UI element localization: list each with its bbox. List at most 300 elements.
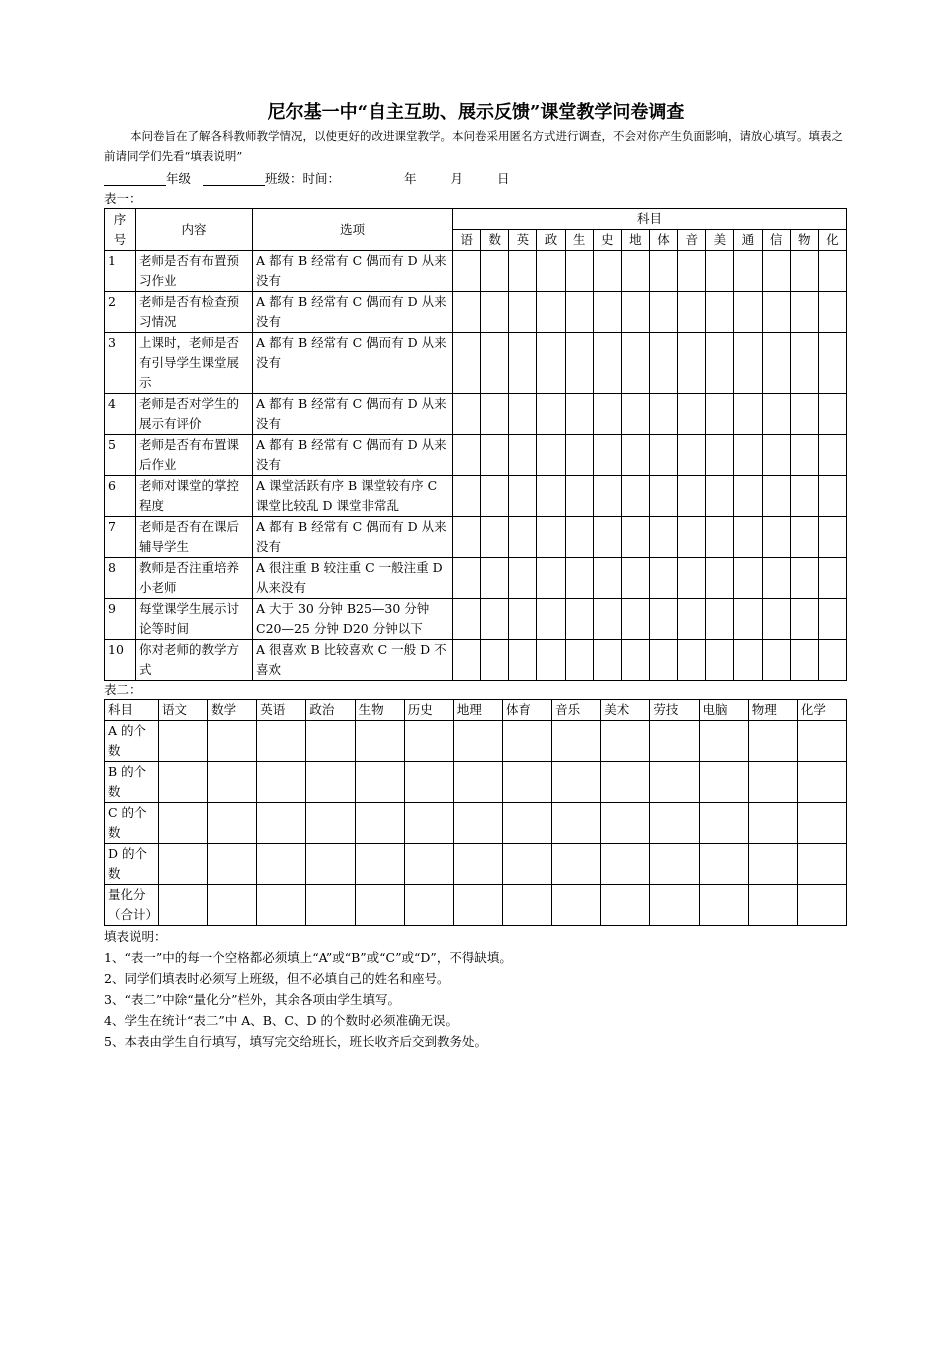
answer-cell[interactable] — [678, 640, 706, 681]
answer-cell[interactable] — [453, 292, 481, 333]
count-cell[interactable] — [650, 762, 699, 803]
cell-no: 10 — [105, 640, 136, 681]
count-cell[interactable] — [650, 803, 699, 844]
count-cell[interactable] — [502, 885, 551, 926]
answer-cell[interactable] — [762, 333, 790, 394]
month-label: 月 — [450, 171, 463, 186]
subject-header: 信 — [762, 230, 790, 251]
answer-cell[interactable] — [706, 292, 734, 333]
answer-cell[interactable] — [453, 476, 481, 517]
table-row — [105, 558, 847, 599]
cell-content: 你对老师的教学方式 — [136, 640, 253, 681]
subject-header: 语文 — [159, 700, 208, 721]
answer-cell[interactable] — [621, 476, 649, 517]
day-label: 日 — [496, 171, 510, 186]
answer-cell[interactable] — [565, 640, 593, 681]
answer-cell[interactable] — [762, 292, 790, 333]
row-label: 量化分（合计） — [105, 885, 159, 926]
count-cell[interactable] — [699, 844, 748, 885]
instruction-item: 1、“表一”中的每一个空格都必须填上“A”或“B”或“C”或“D”，不得缺填。 — [104, 950, 512, 965]
count-cell[interactable] — [748, 803, 797, 844]
instructions-heading: 填表说明： — [104, 929, 167, 944]
count-cell[interactable] — [208, 721, 257, 762]
cell-no: 7 — [105, 517, 136, 558]
answer-cell[interactable] — [818, 292, 846, 333]
answer-cell[interactable] — [621, 640, 649, 681]
instruction-item: 2、同学们填表时必须写上班级，但不必填自己的姓名和座号。 — [104, 971, 450, 986]
header-no: 序号 — [105, 209, 136, 251]
count-cell[interactable] — [502, 803, 551, 844]
answer-cell[interactable] — [818, 476, 846, 517]
survey-table — [104, 208, 847, 681]
count-cell[interactable] — [257, 885, 306, 926]
row-label: D 的个数 — [105, 844, 159, 885]
answer-cell[interactable] — [509, 558, 537, 599]
answer-cell[interactable] — [621, 558, 649, 599]
answer-cell[interactable] — [537, 640, 565, 681]
cell-no: 5 — [105, 435, 136, 476]
cell-no: 1 — [105, 251, 136, 292]
table-row — [105, 844, 847, 885]
count-cell[interactable] — [502, 721, 551, 762]
answer-cell[interactable] — [762, 599, 790, 640]
answer-cell[interactable] — [790, 558, 818, 599]
intro-text: 本问卷旨在了解各科教师教学情况，以使更好的改进课堂教学。本问卷采用匿名方式进行调查，不会对你产生负面影响，请放心填写。填表之前请同学们先看“填表说明” — [104, 129, 843, 163]
cell-no: 6 — [105, 476, 136, 517]
answer-cell[interactable] — [621, 251, 649, 292]
count-cell[interactable] — [404, 721, 453, 762]
cell-no: 3 — [105, 333, 136, 394]
answer-cell[interactable] — [818, 517, 846, 558]
answer-cell[interactable] — [565, 292, 593, 333]
subject-header: 物 — [790, 230, 818, 251]
answer-cell[interactable] — [593, 292, 621, 333]
subject-header: 地理 — [453, 700, 502, 721]
count-cell[interactable] — [453, 762, 502, 803]
answer-cell[interactable] — [818, 435, 846, 476]
answer-cell[interactable] — [537, 558, 565, 599]
cell-options: A 都有 B 经常有 C 偶而有 D 从来没有 — [253, 251, 453, 292]
count-cell[interactable] — [257, 844, 306, 885]
answer-cell[interactable] — [678, 599, 706, 640]
answer-cell[interactable] — [649, 333, 677, 394]
table-row — [105, 721, 847, 762]
answer-cell[interactable] — [537, 517, 565, 558]
answer-cell[interactable] — [509, 640, 537, 681]
cell-content: 老师是否对学生的展示有评价 — [136, 394, 253, 435]
subject-header: 历史 — [404, 700, 453, 721]
answer-cell[interactable] — [678, 394, 706, 435]
answer-cell[interactable] — [509, 476, 537, 517]
subject-header: 政 — [537, 230, 565, 251]
subject-header: 英 — [509, 230, 537, 251]
count-cell[interactable] — [699, 721, 748, 762]
answer-cell[interactable] — [706, 476, 734, 517]
count-cell[interactable] — [797, 762, 846, 803]
answer-cell[interactable] — [706, 435, 734, 476]
answer-cell[interactable] — [481, 476, 509, 517]
answer-cell[interactable] — [481, 599, 509, 640]
count-cell[interactable] — [159, 844, 208, 885]
cell-content: 上课时，老师是否有引导学生课堂展示 — [136, 333, 253, 394]
answer-cell[interactable] — [762, 476, 790, 517]
table-row — [105, 803, 847, 844]
cell-no: 2 — [105, 292, 136, 333]
answer-cell[interactable] — [593, 394, 621, 435]
answer-cell[interactable] — [481, 394, 509, 435]
cell-options: A 很注重 B 较注重 C 一般注重 D 从来没有 — [253, 558, 453, 599]
subject-header: 地 — [621, 230, 649, 251]
answer-cell[interactable] — [453, 251, 481, 292]
cell-content: 老师是否有在课后辅导学生 — [136, 517, 253, 558]
grade-blank[interactable] — [104, 171, 166, 186]
count-cell[interactable] — [552, 803, 601, 844]
subject-header: 史 — [593, 230, 621, 251]
answer-cell[interactable] — [790, 599, 818, 640]
cell-options: A 都有 B 经常有 C 偶而有 D 从来没有 — [253, 394, 453, 435]
count-cell[interactable] — [257, 762, 306, 803]
count-cell[interactable] — [552, 721, 601, 762]
count-cell[interactable] — [650, 844, 699, 885]
subject-header: 语 — [453, 230, 481, 251]
answer-cell[interactable] — [593, 640, 621, 681]
table-row — [105, 885, 847, 926]
answer-cell[interactable] — [678, 251, 706, 292]
count-cell[interactable] — [748, 844, 797, 885]
tally-table — [104, 699, 847, 926]
answer-cell[interactable] — [818, 640, 846, 681]
count-cell[interactable] — [257, 721, 306, 762]
count-cell[interactable] — [355, 803, 404, 844]
header-subjects: 科目 — [453, 209, 847, 230]
cell-options: A 都有 B 经常有 C 偶而有 D 从来没有 — [253, 333, 453, 394]
subject-header: 美术 — [601, 700, 650, 721]
count-cell[interactable] — [453, 844, 502, 885]
count-cell[interactable] — [601, 844, 650, 885]
count-cell[interactable] — [748, 885, 797, 926]
answer-cell[interactable] — [706, 599, 734, 640]
count-cell[interactable] — [699, 803, 748, 844]
count-cell[interactable] — [650, 721, 699, 762]
answer-cell[interactable] — [734, 558, 762, 599]
class-time-label: 班级：时间： — [264, 171, 340, 186]
answer-cell[interactable] — [509, 435, 537, 476]
cell-options: A 都有 B 经常有 C 偶而有 D 从来没有 — [253, 517, 453, 558]
table2-label: 表二： — [104, 682, 142, 697]
answer-cell[interactable] — [678, 517, 706, 558]
table-row — [105, 517, 847, 558]
subject-header: 劳技 — [650, 700, 699, 721]
count-cell[interactable] — [453, 885, 502, 926]
class-blank[interactable] — [203, 171, 265, 186]
answer-cell[interactable] — [593, 435, 621, 476]
answer-cell[interactable] — [649, 476, 677, 517]
cell-content: 老师是否有布置预习作业 — [136, 251, 253, 292]
answer-cell[interactable] — [790, 251, 818, 292]
answer-cell[interactable] — [762, 435, 790, 476]
subject-header: 音 — [678, 230, 706, 251]
page-title: 尼尔基一中“自主互助、展示反馈”课堂教学问卷调查 — [267, 102, 685, 123]
cell-content: 老师是否有检查预习情况 — [136, 292, 253, 333]
answer-cell[interactable] — [790, 517, 818, 558]
table-row — [105, 292, 847, 333]
answer-cell[interactable] — [621, 435, 649, 476]
answer-cell[interactable] — [706, 640, 734, 681]
answer-cell[interactable] — [649, 292, 677, 333]
count-cell[interactable] — [453, 803, 502, 844]
answer-cell[interactable] — [453, 435, 481, 476]
document-page — [104, 100, 848, 1052]
answer-cell[interactable] — [537, 435, 565, 476]
answer-cell[interactable] — [453, 394, 481, 435]
subject-header: 音乐 — [552, 700, 601, 721]
count-cell[interactable] — [797, 803, 846, 844]
answer-cell[interactable] — [593, 333, 621, 394]
subject-header: 体育 — [502, 700, 551, 721]
count-cell[interactable] — [748, 762, 797, 803]
answer-cell[interactable] — [734, 435, 762, 476]
table-row — [105, 394, 847, 435]
count-cell[interactable] — [159, 762, 208, 803]
answer-cell[interactable] — [453, 517, 481, 558]
answer-cell[interactable] — [706, 251, 734, 292]
count-cell[interactable] — [404, 803, 453, 844]
answer-cell[interactable] — [453, 640, 481, 681]
answer-cell[interactable] — [762, 394, 790, 435]
answer-cell[interactable] — [762, 640, 790, 681]
answer-cell[interactable] — [649, 517, 677, 558]
count-cell[interactable] — [502, 762, 551, 803]
answer-cell[interactable] — [762, 251, 790, 292]
answer-cell[interactable] — [678, 333, 706, 394]
count-cell[interactable] — [355, 721, 404, 762]
answer-cell[interactable] — [593, 476, 621, 517]
count-cell[interactable] — [797, 721, 846, 762]
answer-cell[interactable] — [621, 394, 649, 435]
answer-cell[interactable] — [734, 251, 762, 292]
answer-cell[interactable] — [818, 599, 846, 640]
answer-cell[interactable] — [790, 333, 818, 394]
instructions — [104, 926, 848, 1052]
count-cell[interactable] — [404, 762, 453, 803]
answer-cell[interactable] — [565, 333, 593, 394]
table-row — [105, 599, 847, 640]
count-cell[interactable] — [552, 885, 601, 926]
count-cell[interactable] — [699, 762, 748, 803]
answer-cell[interactable] — [678, 476, 706, 517]
answer-cell[interactable] — [481, 517, 509, 558]
cell-content: 每堂课学生展示讨论等时间 — [136, 599, 253, 640]
count-cell[interactable] — [306, 721, 355, 762]
answer-cell[interactable] — [818, 558, 846, 599]
answer-cell[interactable] — [706, 333, 734, 394]
answer-cell[interactable] — [565, 476, 593, 517]
answer-cell[interactable] — [734, 476, 762, 517]
count-cell[interactable] — [601, 762, 650, 803]
answer-cell[interactable] — [734, 599, 762, 640]
answer-cell[interactable] — [790, 394, 818, 435]
answer-cell[interactable] — [537, 333, 565, 394]
count-cell[interactable] — [404, 844, 453, 885]
answer-cell[interactable] — [509, 517, 537, 558]
answer-cell[interactable] — [565, 251, 593, 292]
info-line — [104, 168, 848, 190]
subject-header: 化学 — [797, 700, 846, 721]
answer-cell[interactable] — [509, 292, 537, 333]
answer-cell[interactable] — [678, 558, 706, 599]
answer-cell[interactable] — [790, 435, 818, 476]
answer-cell[interactable] — [678, 292, 706, 333]
count-cell[interactable] — [552, 844, 601, 885]
answer-cell[interactable] — [734, 394, 762, 435]
answer-cell[interactable] — [565, 517, 593, 558]
answer-cell[interactable] — [537, 292, 565, 333]
answer-cell[interactable] — [734, 517, 762, 558]
answer-cell[interactable] — [537, 394, 565, 435]
answer-cell[interactable] — [453, 599, 481, 640]
answer-cell[interactable] — [481, 640, 509, 681]
count-cell[interactable] — [601, 885, 650, 926]
count-cell[interactable] — [797, 844, 846, 885]
answer-cell[interactable] — [509, 394, 537, 435]
answer-cell[interactable] — [678, 435, 706, 476]
answer-cell[interactable] — [649, 435, 677, 476]
answer-cell[interactable] — [537, 251, 565, 292]
count-cell[interactable] — [355, 885, 404, 926]
count-cell[interactable] — [159, 721, 208, 762]
grade-label: 年级 — [166, 171, 192, 186]
answer-cell[interactable] — [593, 517, 621, 558]
answer-cell[interactable] — [649, 640, 677, 681]
count-cell[interactable] — [502, 844, 551, 885]
subject-header: 生 — [565, 230, 593, 251]
answer-cell[interactable] — [790, 292, 818, 333]
answer-cell[interactable] — [818, 333, 846, 394]
count-cell[interactable] — [159, 885, 208, 926]
header-content: 内容 — [136, 209, 253, 251]
instruction-item: 4、学生在统计“表二”中 A、B、C、D 的个数时必须准确无误。 — [104, 1013, 458, 1028]
count-cell[interactable] — [650, 885, 699, 926]
subject-header: 物理 — [748, 700, 797, 721]
answer-cell[interactable] — [565, 394, 593, 435]
answer-cell[interactable] — [621, 292, 649, 333]
count-cell[interactable] — [306, 885, 355, 926]
count-cell[interactable] — [257, 803, 306, 844]
count-cell[interactable] — [159, 803, 208, 844]
answer-cell[interactable] — [621, 517, 649, 558]
count-cell[interactable] — [208, 803, 257, 844]
answer-cell[interactable] — [790, 476, 818, 517]
count-cell[interactable] — [306, 803, 355, 844]
answer-cell[interactable] — [481, 333, 509, 394]
table-row — [105, 333, 847, 394]
answer-cell[interactable] — [649, 558, 677, 599]
subject-header: 化 — [818, 230, 846, 251]
answer-cell[interactable] — [565, 599, 593, 640]
count-cell[interactable] — [797, 885, 846, 926]
count-cell[interactable] — [208, 762, 257, 803]
answer-cell[interactable] — [565, 435, 593, 476]
answer-cell[interactable] — [706, 558, 734, 599]
cell-options: A 大于 30 分钟 B25—30 分钟 C20—25 分钟 D20 分钟以下 — [253, 599, 453, 640]
answer-cell[interactable] — [762, 517, 790, 558]
instruction-item: 3、“表二”中除“量化分”栏外，其余各项由学生填写。 — [104, 992, 401, 1007]
answer-cell[interactable] — [621, 333, 649, 394]
answer-cell[interactable] — [734, 333, 762, 394]
answer-cell[interactable] — [593, 251, 621, 292]
cell-options: A 很喜欢 B 比较喜欢 C 一般 D 不喜欢 — [253, 640, 453, 681]
count-cell[interactable] — [748, 721, 797, 762]
year-label: 年 — [403, 171, 417, 186]
table-row — [105, 435, 847, 476]
count-cell[interactable] — [601, 803, 650, 844]
count-cell[interactable] — [552, 762, 601, 803]
answer-cell[interactable] — [621, 599, 649, 640]
answer-cell[interactable] — [649, 251, 677, 292]
subject-header: 英语 — [257, 700, 306, 721]
count-cell[interactable] — [453, 721, 502, 762]
answer-cell[interactable] — [706, 394, 734, 435]
cell-content: 教师是否注重培养小老师 — [136, 558, 253, 599]
answer-cell[interactable] — [509, 251, 537, 292]
answer-cell[interactable] — [649, 599, 677, 640]
cell-no: 4 — [105, 394, 136, 435]
count-cell[interactable] — [306, 762, 355, 803]
count-cell[interactable] — [404, 885, 453, 926]
subject-header: 电脑 — [699, 700, 748, 721]
header-options: 选项 — [253, 209, 453, 251]
answer-cell[interactable] — [453, 558, 481, 599]
answer-cell[interactable] — [593, 599, 621, 640]
answer-cell[interactable] — [481, 558, 509, 599]
answer-cell[interactable] — [481, 292, 509, 333]
count-cell[interactable] — [355, 762, 404, 803]
count-cell[interactable] — [208, 844, 257, 885]
answer-cell[interactable] — [481, 251, 509, 292]
answer-cell[interactable] — [818, 394, 846, 435]
answer-cell[interactable] — [790, 640, 818, 681]
count-cell[interactable] — [699, 885, 748, 926]
answer-cell[interactable] — [565, 558, 593, 599]
answer-cell[interactable] — [481, 435, 509, 476]
table-row — [105, 251, 847, 292]
answer-cell[interactable] — [537, 476, 565, 517]
answer-cell[interactable] — [537, 599, 565, 640]
header-corner: 科目 — [105, 700, 159, 721]
cell-options: A 都有 B 经常有 C 偶而有 D 从来没有 — [253, 292, 453, 333]
instruction-item: 5、本表由学生自行填写，填写完交给班长，班长收齐后交到教务处。 — [104, 1034, 487, 1049]
count-cell[interactable] — [355, 844, 404, 885]
subject-header: 政治 — [306, 700, 355, 721]
count-cell[interactable] — [306, 844, 355, 885]
cell-options: A 课堂活跃有序 B 课堂较有序 C 课堂比较乱 D 课堂非常乱 — [253, 476, 453, 517]
answer-cell[interactable] — [818, 251, 846, 292]
count-cell[interactable] — [208, 885, 257, 926]
answer-cell[interactable] — [762, 558, 790, 599]
answer-cell[interactable] — [706, 517, 734, 558]
answer-cell[interactable] — [509, 599, 537, 640]
answer-cell[interactable] — [453, 333, 481, 394]
answer-cell[interactable] — [593, 558, 621, 599]
cell-content: 老师对课堂的掌控程度 — [136, 476, 253, 517]
answer-cell[interactable] — [734, 292, 762, 333]
count-cell[interactable] — [601, 721, 650, 762]
answer-cell[interactable] — [734, 640, 762, 681]
answer-cell[interactable] — [509, 333, 537, 394]
cell-options: A 都有 B 经常有 C 偶而有 D 从来没有 — [253, 435, 453, 476]
subject-header: 美 — [706, 230, 734, 251]
answer-cell[interactable] — [649, 394, 677, 435]
